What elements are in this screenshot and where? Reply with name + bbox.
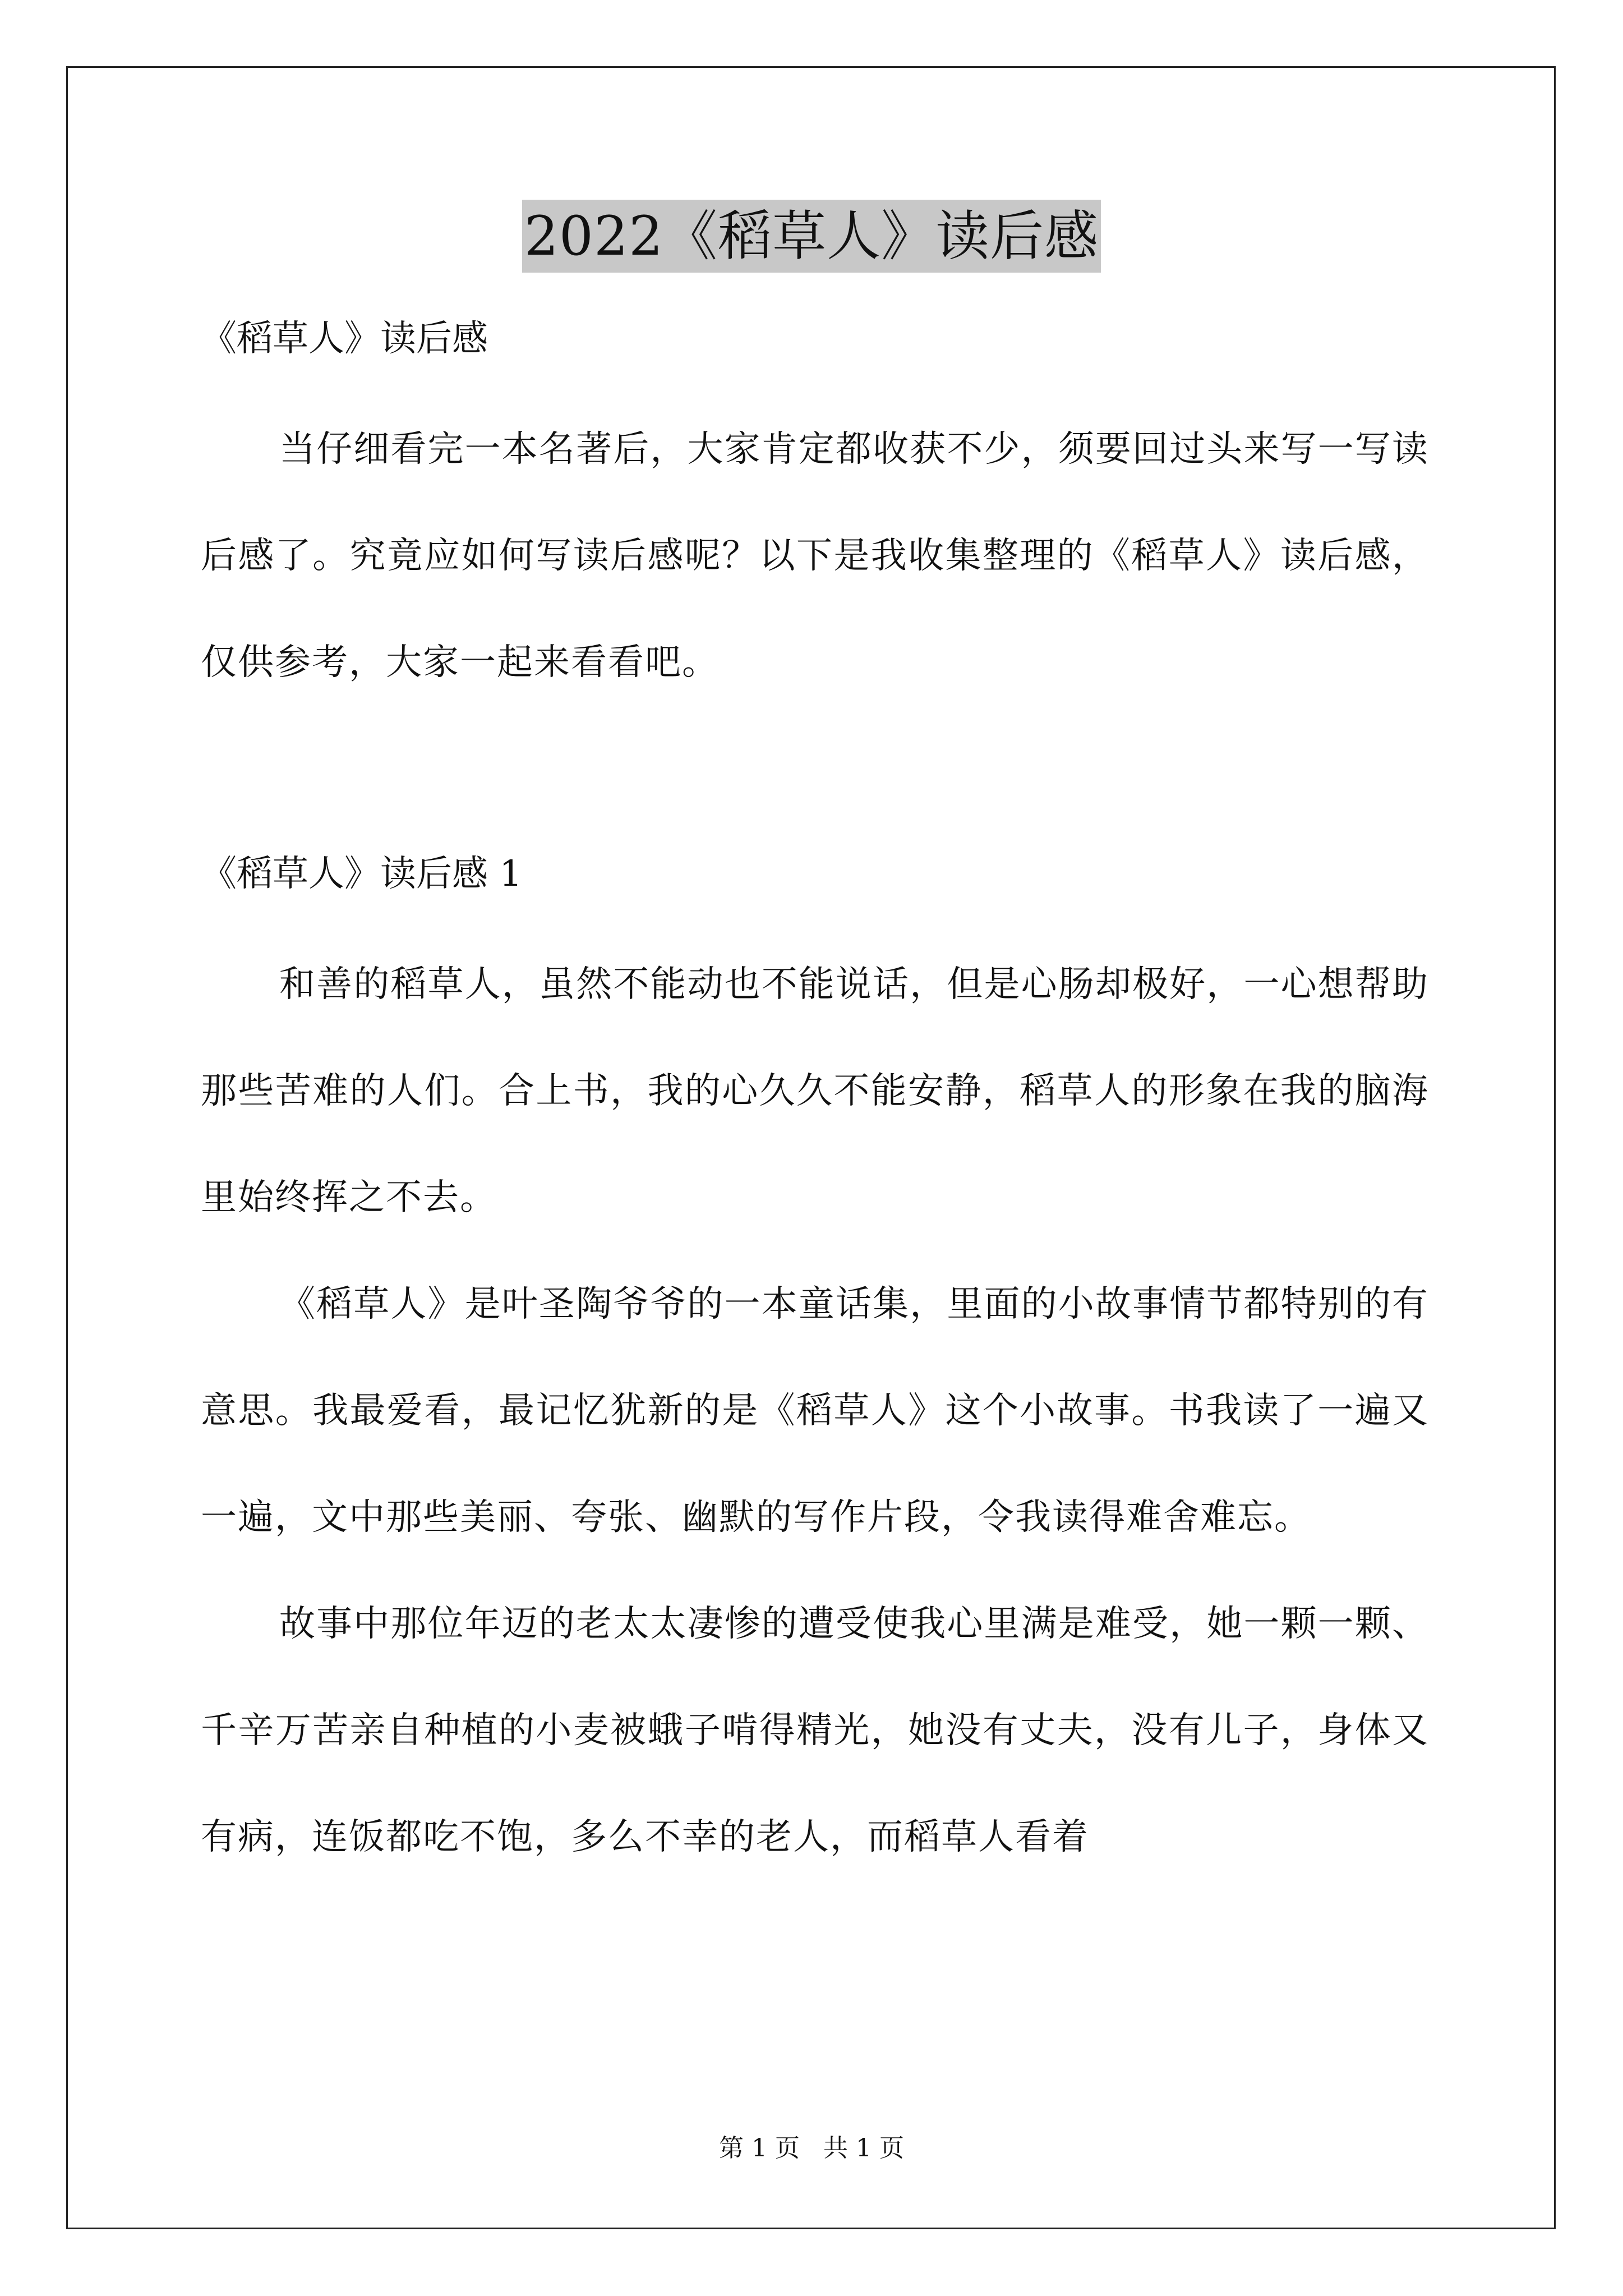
page-number-label: 第 1 页 共 1 页 bbox=[719, 2134, 904, 2162]
body-paragraph: 故事中那位年迈的老太太凄惨的遭受使我心里满是难受，她一颗一颗、千辛万苦亲自种植的小麦被蛾子啃得精光，她没有丈夫，没有儿子，身体又有病，连饭都吃不饱，多么不幸的老人，而稻草人看着 bbox=[201, 1603, 1429, 1858]
section-heading: 《稻草人》读后感 bbox=[201, 318, 488, 360]
document-body bbox=[201, 314, 1429, 1890]
essay-heading: 《稻草人》读后感 1 bbox=[201, 853, 523, 895]
intro-paragraph: 当仔细看完一本名著后，大家肯定都收获不少，须要回过头来写一写读后感了。究竟应如何写读后感呢？以下是我收集整理的《稻草人》读后感，仅供参考，大家一起来看看吧。 bbox=[201, 429, 1429, 683]
page-footer bbox=[0, 2132, 1623, 2165]
document-title: 2022《稻草人》读后感 bbox=[522, 200, 1101, 273]
body-paragraph: 《稻草人》是叶圣陶爷爷的一本童话集，里面的小故事情节都特别的有意思。我最爱看，最记忆犹新的是《稻草人》这个小故事。书我读了一遍又一遍，文中那些美丽、夸张、幽默的写作片段，令我读得难舍难忘。 bbox=[201, 1283, 1429, 1538]
title-container bbox=[0, 200, 1623, 273]
body-paragraph: 和善的稻草人，虽然不能动也不能说话，但是心肠却极好，一心想帮助那些苦难的人们。合上书，我的心久久不能安静，稻草人的形象在我的脑海里始终挥之不去。 bbox=[201, 964, 1429, 1218]
